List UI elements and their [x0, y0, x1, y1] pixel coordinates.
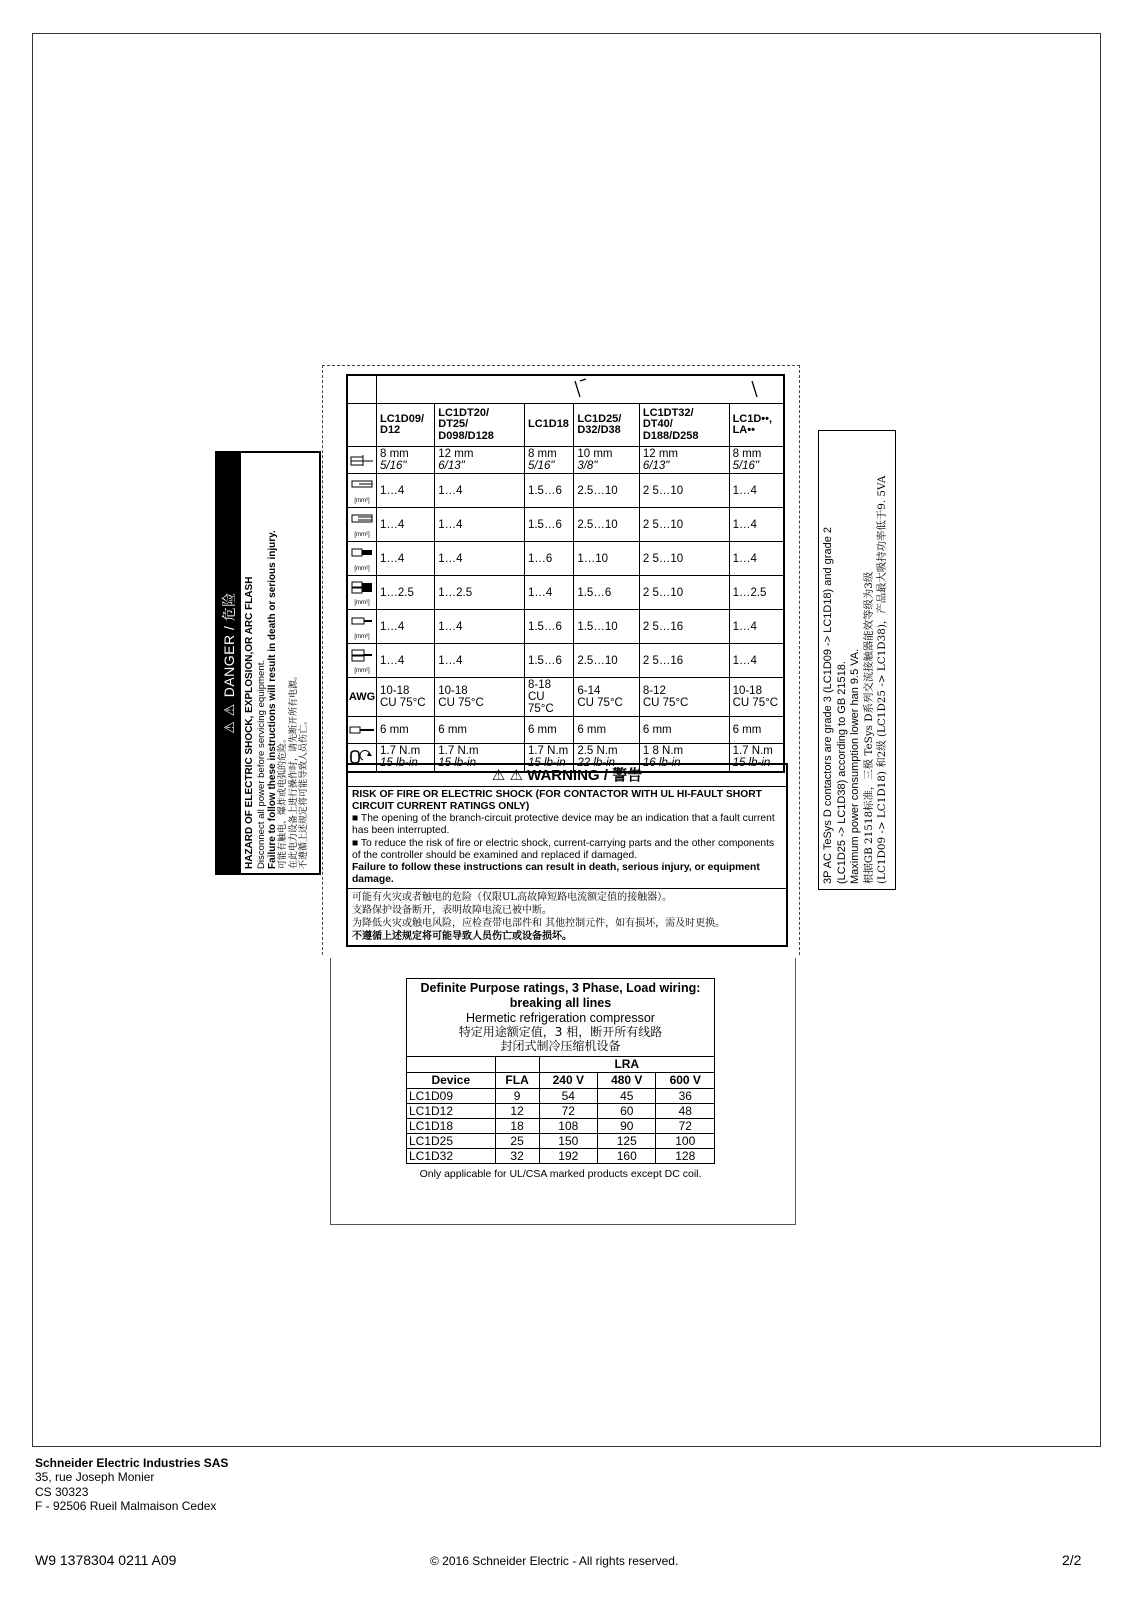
- danger-heading: HAZARD OF ELECTRIC SHOCK, EXPLOSION,OR ARC FLASH: [244, 576, 255, 869]
- model-header: LC1D••, LA••: [729, 404, 784, 447]
- table-cell: 108: [539, 1118, 597, 1133]
- table-cell: 160: [598, 1148, 656, 1163]
- table-row: [407, 1118, 715, 1133]
- table-cell: 2.5…10: [574, 508, 640, 542]
- table-row: [347, 542, 784, 576]
- address-line: 35, rue Joseph Monier: [35, 1470, 155, 1485]
- table-cell: 1…4: [729, 474, 784, 508]
- table-cell: 60: [598, 1103, 656, 1118]
- table-cell: 2.5…10: [574, 644, 640, 678]
- column-header: Device: [407, 1072, 496, 1088]
- warning-paragraph: ■ To reduce the risk of fire or electric shock, current-carrying parts and the other components of the controller should be examined and replaced if damaged.: [352, 837, 775, 861]
- table-row: [347, 678, 784, 717]
- table-cell: 2 5…10: [639, 576, 729, 610]
- company-address: [35, 1456, 228, 1514]
- table-cell: 1…4: [377, 542, 435, 576]
- warning-zh: 支路保护设备断开，表明故障电流已被中断。: [352, 905, 552, 917]
- table-cell: 8-12 CU 75°C: [639, 678, 729, 717]
- table-row: [407, 1148, 715, 1163]
- table-cell: 9: [495, 1088, 539, 1103]
- table-cell: 1…4: [435, 474, 525, 508]
- table-cell: 2 5…10: [639, 542, 729, 576]
- page-number: 2/2: [1062, 1552, 1082, 1568]
- table-cell: LC1D25: [407, 1133, 496, 1148]
- table-cell: 1 8 N.m 16 lb-in: [639, 744, 729, 772]
- table-cell: 6 mm: [435, 717, 525, 744]
- warning-title: ⚠ ⚠ WARNING / 警告: [348, 765, 786, 787]
- warning-zh: 为降低火灾或触电风险，应检查带电部件和 其他控制元件，如有损坏，需及时更换。: [352, 918, 726, 930]
- table-cell: 125: [598, 1133, 656, 1148]
- address-line: CS 30323: [35, 1484, 89, 1499]
- table-cell: 90: [598, 1118, 656, 1133]
- table-row: [407, 1103, 715, 1118]
- table-cell: 1…2.5: [377, 576, 435, 610]
- mm2-label: [mm²]: [354, 565, 370, 572]
- table-cell: 2.5…10: [574, 474, 640, 508]
- table-cell: 1…2.5: [435, 576, 525, 610]
- lug-wire-icon: [347, 610, 377, 644]
- table-cell: 1…4: [377, 610, 435, 644]
- table-cell: 1.7 N.m 15 lb-in: [435, 744, 525, 772]
- table-cell: 1.7 N.m 15 lb-in: [377, 744, 435, 772]
- document-id: W9 1378304 0211 A09: [35, 1552, 177, 1568]
- table-row: [347, 508, 784, 542]
- screwdriver-icon: [347, 717, 377, 744]
- lra-header: LRA: [539, 1056, 714, 1072]
- note-zh: (LC1D09 -> LC1D18) 和2级 (LC1D25 -> LC1D38)，产品最大吸持功率低于9. 5VA: [875, 475, 888, 884]
- warning-paragraph: ■ The opening of the branch-circuit protective device may be an indication that a fault current has been interrupted.: [352, 813, 775, 837]
- table-row: [347, 474, 784, 508]
- table-cell: 1.5…6: [524, 508, 573, 542]
- contact-symbol-icon: [380, 377, 780, 399]
- table-cell: LC1D32: [407, 1148, 496, 1163]
- table-cell: 12 mm 6/13": [639, 447, 729, 474]
- table-cell: 8 mm 5/16": [729, 447, 784, 474]
- solid-wire-icon: [347, 474, 377, 508]
- warning-triangle-icon: ⚠ ⚠: [491, 767, 523, 784]
- table-cell: 1…4: [729, 508, 784, 542]
- awg-label: AWG: [347, 678, 377, 717]
- table-cell: 1…4: [729, 542, 784, 576]
- model-header: LC1D25/ D32/D38: [574, 404, 640, 447]
- warning-zh: 可能有火灾或者触电的危险（仅限UL高故障短路电流额定值的接触器）。: [352, 892, 673, 904]
- coil-diagram: [377, 375, 785, 404]
- danger-title: ⚠ ⚠ DANGER / 危险: [217, 453, 241, 873]
- table-cell: 8-18 CU 75°C: [524, 678, 573, 717]
- note-line: 3P AC TeSys D contactors are grade 3 (LC1D09 -> LC1D18) and grade 2: [822, 527, 834, 884]
- table-cell: 2.5 N.m 22 lb-in: [574, 744, 640, 772]
- table-cell: 1.5…6: [524, 610, 573, 644]
- table-cell: 2 5…10: [639, 474, 729, 508]
- mm2-label: [mm²]: [354, 667, 370, 674]
- table-cell: 45: [598, 1088, 656, 1103]
- table-cell: 12: [495, 1103, 539, 1118]
- table-cell: 1.5…6: [574, 576, 640, 610]
- table-row: [347, 447, 784, 474]
- table-cell: 12 mm 6/13": [435, 447, 525, 474]
- table-cell: 8 mm 5/16": [524, 447, 573, 474]
- table-cell: 6-14 CU 75°C: [574, 678, 640, 717]
- model-header: LC1DT32/ DT40/ D188/D258: [639, 404, 729, 447]
- column-header: FLA: [495, 1072, 539, 1088]
- model-header: LC1D18: [524, 404, 573, 447]
- table-cell: 1…6: [524, 542, 573, 576]
- table-row: [407, 1056, 715, 1072]
- mm2-label: [mm²]: [354, 531, 370, 538]
- table-cell: LC1D18: [407, 1118, 496, 1133]
- table-cell: 150: [539, 1133, 597, 1148]
- table-row: [347, 644, 784, 678]
- address-line: F - 92506 Rueil Malmaison Cedex: [35, 1499, 217, 1514]
- ratings-title: Definite Purpose ratings, 3 Phase, Load wiring: breaking all lines Hermetic refrigeration compressor 特定用途额定值，3 相，断开所有线路 封闭式制冷压缩机设备: [406, 978, 715, 1056]
- table-cell: 6 mm: [524, 717, 573, 744]
- warning-label: [346, 763, 788, 947]
- danger-line: Failure to follow these instructions will result in death or serious injury.: [266, 530, 278, 869]
- table-cell: 192: [539, 1148, 597, 1163]
- ratings-note: Only applicable for UL/CSA marked products except DC coil.: [419, 1167, 702, 1180]
- table-cell: 6 mm: [639, 717, 729, 744]
- ferrule-wire-icon: [347, 542, 377, 576]
- table-row: [347, 576, 784, 610]
- column-header: 480 V: [598, 1072, 656, 1088]
- mm2-label: [mm²]: [354, 497, 370, 504]
- table-cell: 1…4: [435, 610, 525, 644]
- note-zh: 根据GB 21518标准，三极 TeSys D系列交流接触器能效等级为3级: [862, 571, 875, 884]
- company-name: Schneider Electric Industries SAS: [35, 1456, 229, 1470]
- terminal-table: [346, 374, 785, 773]
- table-cell: 2 5…10: [639, 508, 729, 542]
- ratings-table: [406, 1056, 715, 1164]
- column-header: 240 V: [539, 1072, 597, 1088]
- table-row: [347, 375, 784, 404]
- table-cell: 36: [656, 1088, 715, 1103]
- table-cell: 6 mm: [574, 717, 640, 744]
- table-row: [407, 1088, 715, 1103]
- double-lug-icon: [347, 644, 377, 678]
- table-cell: 1…4: [729, 644, 784, 678]
- model-header: LC1DT20/ DT25/ D098/D128: [435, 404, 525, 447]
- table-row: [347, 717, 784, 744]
- danger-line: Disconnect all power before servicing equipment.: [255, 659, 267, 869]
- table-cell: 1…4: [435, 542, 525, 576]
- strip-length-icon: [347, 447, 377, 474]
- warning-heading: RISK OF FIRE OR ELECTRIC SHOCK (FOR CONTACTOR WITH UL HI-FAULT SHORT CIRCUIT CURRENT RATINGS ONLY): [352, 789, 762, 813]
- table-cell: 54: [539, 1088, 597, 1103]
- table-cell: 1…4: [435, 644, 525, 678]
- table-cell: 1.5…6: [524, 644, 573, 678]
- table-cell: 100: [656, 1133, 715, 1148]
- note-line: Maximum power consumption lower han 9.5 VA.: [849, 648, 862, 884]
- table-cell: 1.5…10: [574, 610, 640, 644]
- note-line: (LC1D25 -> LC1D38) according to GB 21518.: [835, 661, 848, 884]
- warning-triangle-icon: ⚠ ⚠: [220, 703, 237, 734]
- table-cell: 2 5…16: [639, 644, 729, 678]
- table-cell: 10-18 CU 75°C: [729, 678, 784, 717]
- cut-line: [322, 365, 800, 366]
- warning-paragraph: Failure to follow these instructions can result in death, serious injury, or equipment damage.: [352, 861, 760, 885]
- table-cell: 1…2.5: [729, 576, 784, 610]
- table-cell: 1…4: [377, 474, 435, 508]
- copyright: © 2016 Schneider Electric - All rights reserved.: [430, 1554, 679, 1568]
- efficiency-note: [818, 430, 896, 890]
- table-cell: 1.5…6: [524, 474, 573, 508]
- table-cell: 1…4: [524, 576, 573, 610]
- model-header-row: [347, 404, 784, 447]
- table-cell: 1…4: [729, 610, 784, 644]
- double-ferrule-icon: [347, 576, 377, 610]
- danger-zh: 可能有触电、爆炸或电弧的危险。: [278, 733, 289, 869]
- danger-zh: 在此电力设备上进行操作时，请先断开所有电源。: [288, 670, 299, 869]
- danger-zh: 不遵循上述规定将可能导致人员伤亡。: [299, 715, 310, 869]
- table-cell: 72: [539, 1103, 597, 1118]
- table-cell: 1…10: [574, 542, 640, 576]
- table-cell: 10 mm 3/8": [574, 447, 640, 474]
- cut-line: [799, 365, 800, 955]
- table-header-row: [407, 1072, 715, 1088]
- table-cell: 1…4: [377, 508, 435, 542]
- warning-zh: 不遵循上述规定将可能导致人员伤亡或设备损坏。: [352, 931, 572, 943]
- model-header: LC1D09/ D12: [377, 404, 435, 447]
- table-cell: 128: [656, 1148, 715, 1163]
- cut-line: [322, 365, 323, 955]
- danger-label: [215, 455, 317, 875]
- table-cell: 25: [495, 1133, 539, 1148]
- table-cell: 1…4: [377, 644, 435, 678]
- definite-purpose-ratings: [406, 978, 715, 1180]
- table-cell: 32: [495, 1148, 539, 1163]
- table-cell: 2 5…16: [639, 610, 729, 644]
- flexible-wire-icon: [347, 508, 377, 542]
- table-cell: LC1D12: [407, 1103, 496, 1118]
- table-cell: 6 mm: [377, 717, 435, 744]
- table-cell: 10-18 CU 75°C: [435, 678, 525, 717]
- table-cell: 10-18 CU 75°C: [377, 678, 435, 717]
- table-row: [347, 610, 784, 644]
- table-cell: 1.7 N.m 15 lb-in: [729, 744, 784, 772]
- table-cell: 6 mm: [729, 717, 784, 744]
- table-cell: LC1D09: [407, 1088, 496, 1103]
- column-header: 600 V: [656, 1072, 715, 1088]
- mm2-label: [mm²]: [354, 633, 370, 640]
- mm2-label: [mm²]: [354, 599, 370, 606]
- table-cell: 48: [656, 1103, 715, 1118]
- table-cell: 18: [495, 1118, 539, 1133]
- table-row: [407, 1133, 715, 1148]
- table-cell: 1…4: [435, 508, 525, 542]
- table-cell: 72: [656, 1118, 715, 1133]
- table-cell: 1.7 N.m 15 lb-in: [524, 744, 573, 772]
- table-cell: 8 mm 5/16": [377, 447, 435, 474]
